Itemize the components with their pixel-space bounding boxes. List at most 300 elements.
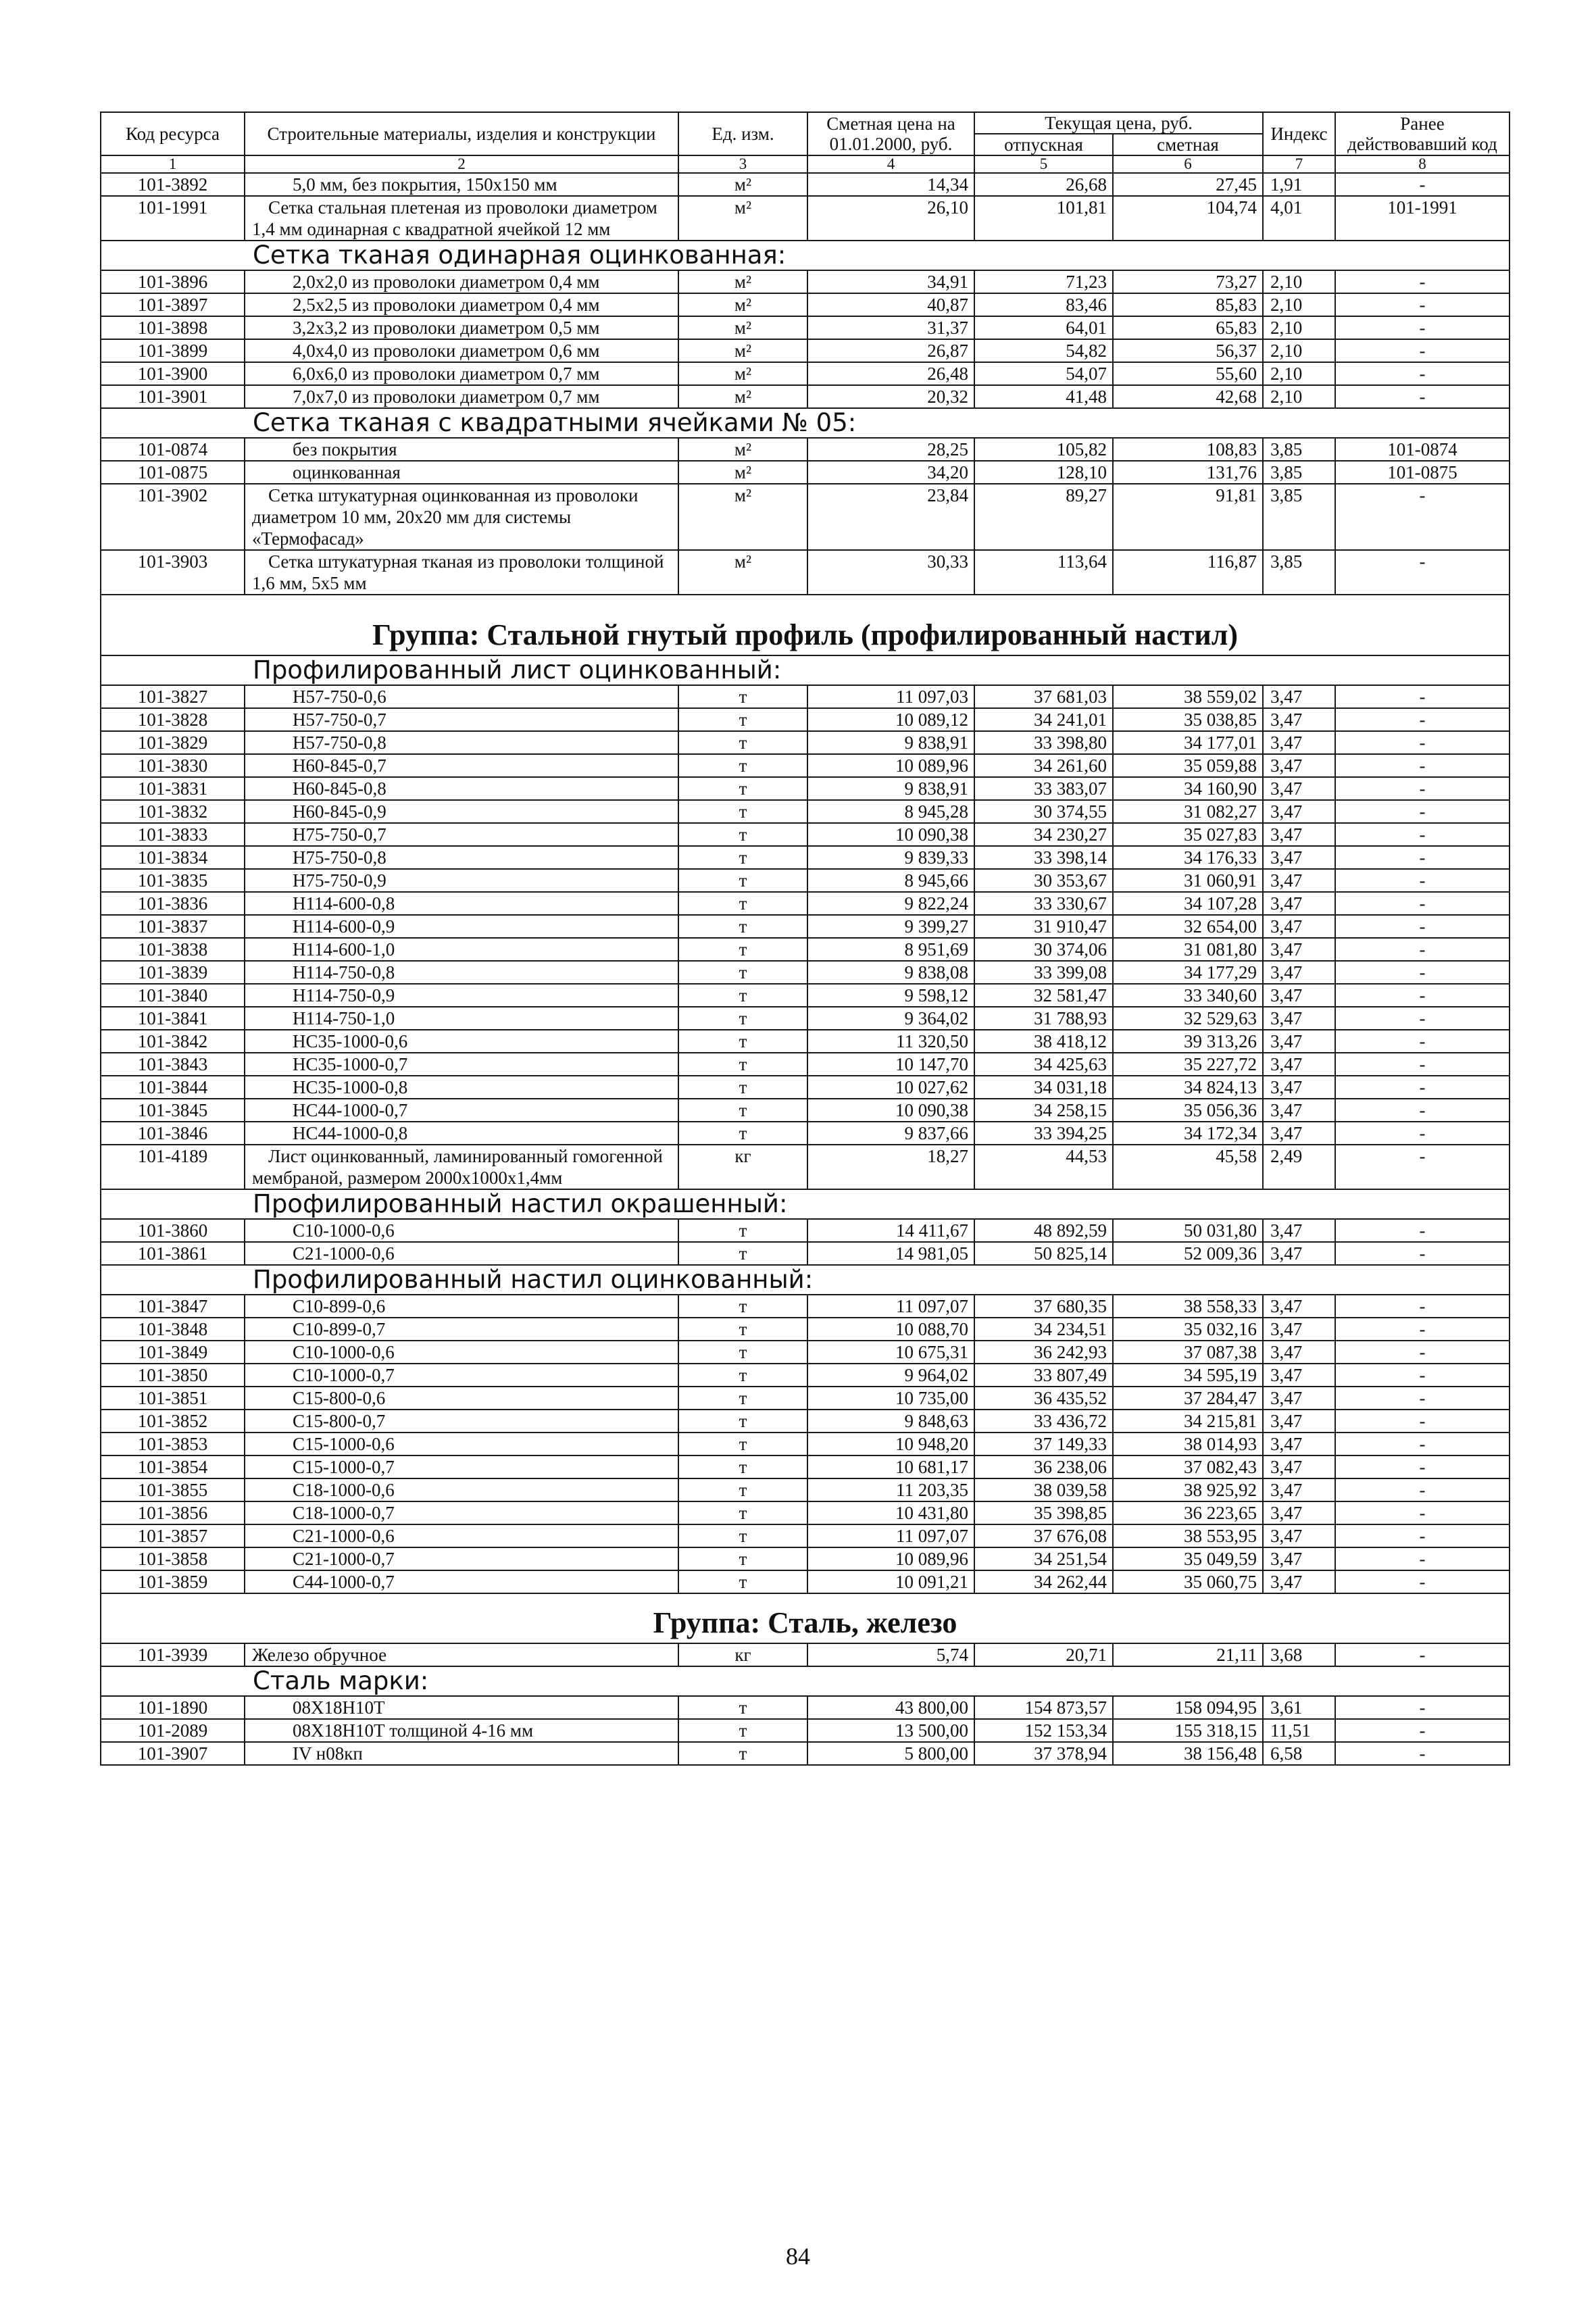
index-cell: 3,47 xyxy=(1263,1122,1335,1145)
unit-cell: т xyxy=(678,1570,807,1593)
base-price-cell: 30,33 xyxy=(807,550,974,595)
unit-cell: т xyxy=(678,1410,807,1433)
table-row xyxy=(101,846,1510,869)
previous-code-cell: - xyxy=(1335,1053,1510,1076)
col-number: 6 xyxy=(1113,155,1263,173)
previous-code-cell: - xyxy=(1335,1455,1510,1478)
subsection-title: Профилированный настил окрашенный: xyxy=(101,1189,1510,1219)
index-cell: 3,47 xyxy=(1263,1410,1335,1433)
estimate-price-cell: 131,76 xyxy=(1113,461,1263,484)
table-row xyxy=(101,270,1510,293)
index-cell: 2,10 xyxy=(1263,316,1335,339)
unit-cell: т xyxy=(678,685,807,708)
material-name: НС44-1000-0,7 xyxy=(245,1099,678,1122)
material-name: С15-800-0,6 xyxy=(245,1387,678,1410)
resource-code: 101-2089 xyxy=(101,1719,245,1742)
base-price-cell: 26,10 xyxy=(807,196,974,241)
previous-code-cell: - xyxy=(1335,1295,1510,1318)
material-name: С18-1000-0,7 xyxy=(245,1501,678,1524)
index-cell: 3,47 xyxy=(1263,731,1335,754)
material-name: Н75-750-0,7 xyxy=(245,823,678,846)
table-row xyxy=(101,984,1510,1007)
estimate-price-cell: 35 056,36 xyxy=(1113,1099,1263,1122)
sale-price-cell: 71,23 xyxy=(974,270,1113,293)
resource-code: 101-3892 xyxy=(101,173,245,196)
sale-price-cell: 89,27 xyxy=(974,484,1113,550)
sale-price-cell: 38 039,58 xyxy=(974,1478,1113,1501)
base-price-cell: 9 964,02 xyxy=(807,1364,974,1387)
sale-price-cell: 41,48 xyxy=(974,385,1113,408)
previous-code-cell: - xyxy=(1335,339,1510,362)
col-number: 4 xyxy=(807,155,974,173)
table-row xyxy=(101,915,1510,938)
index-cell: 3,47 xyxy=(1263,1387,1335,1410)
resource-code: 101-3850 xyxy=(101,1364,245,1387)
material-name: НС35-1000-0,7 xyxy=(245,1053,678,1076)
table-row xyxy=(101,484,1510,550)
previous-code-cell: - xyxy=(1335,1570,1510,1593)
unit-cell: кг xyxy=(678,1145,807,1189)
index-cell: 2,10 xyxy=(1263,293,1335,316)
material-name: 3,2х3,2 из проволоки диаметром 0,5 мм xyxy=(245,316,678,339)
group-title: Группа: Сталь, железо xyxy=(101,1593,1510,1643)
sale-price-cell: 37 676,08 xyxy=(974,1524,1113,1547)
unit-cell: м² xyxy=(678,270,807,293)
base-price-cell: 5,74 xyxy=(807,1643,974,1666)
previous-code-cell: - xyxy=(1335,362,1510,385)
estimate-price-cell: 35 227,72 xyxy=(1113,1053,1263,1076)
table-body xyxy=(101,173,1510,1765)
estimate-price-cell: 32 654,00 xyxy=(1113,915,1263,938)
sale-price-cell: 35 398,85 xyxy=(974,1501,1113,1524)
unit-cell: т xyxy=(678,984,807,1007)
base-price-cell: 10 089,96 xyxy=(807,1547,974,1570)
header-sale-price: отпускная xyxy=(974,134,1113,155)
index-cell: 3,47 xyxy=(1263,1501,1335,1524)
base-price-cell: 10 147,70 xyxy=(807,1053,974,1076)
previous-code-cell: - xyxy=(1335,1318,1510,1341)
previous-code-cell: - xyxy=(1335,938,1510,961)
base-price-cell: 9 838,91 xyxy=(807,731,974,754)
previous-code-cell: - xyxy=(1335,961,1510,984)
base-price-cell: 10 675,31 xyxy=(807,1341,974,1364)
estimate-price-cell: 65,83 xyxy=(1113,316,1263,339)
material-name: IV н08кп xyxy=(245,1742,678,1765)
table-row xyxy=(101,1318,1510,1341)
unit-cell: м² xyxy=(678,293,807,316)
previous-code-cell: - xyxy=(1335,869,1510,892)
estimate-price-cell: 35 049,59 xyxy=(1113,1547,1263,1570)
unit-cell: т xyxy=(678,1742,807,1765)
previous-code-cell: - xyxy=(1335,550,1510,595)
base-price-cell: 11 097,03 xyxy=(807,685,974,708)
index-cell: 3,85 xyxy=(1263,484,1335,550)
previous-code-cell: - xyxy=(1335,685,1510,708)
material-name: 5,0 мм, без покрытия, 150х150 мм xyxy=(245,173,678,196)
index-cell: 3,47 xyxy=(1263,1364,1335,1387)
index-cell: 3,85 xyxy=(1263,461,1335,484)
table-row xyxy=(101,892,1510,915)
index-cell: 3,47 xyxy=(1263,1524,1335,1547)
material-name: С15-800-0,7 xyxy=(245,1410,678,1433)
resource-code: 101-3833 xyxy=(101,823,245,846)
index-cell: 3,47 xyxy=(1263,1478,1335,1501)
index-cell: 3,47 xyxy=(1263,777,1335,800)
sale-price-cell: 34 262,44 xyxy=(974,1570,1113,1593)
previous-code-cell: - xyxy=(1335,1643,1510,1666)
index-cell: 3,47 xyxy=(1263,1219,1335,1242)
sale-price-cell: 128,10 xyxy=(974,461,1113,484)
estimate-price-cell: 116,87 xyxy=(1113,550,1263,595)
unit-cell: т xyxy=(678,1341,807,1364)
base-price-cell: 10 089,12 xyxy=(807,708,974,731)
base-price-cell: 34,91 xyxy=(807,270,974,293)
subsection-row xyxy=(101,1189,1510,1219)
table-row xyxy=(101,1295,1510,1318)
subsection-title: Профилированный лист оцинкованный: xyxy=(101,655,1510,685)
sale-price-cell: 105,82 xyxy=(974,438,1113,461)
table-row xyxy=(101,196,1510,241)
sale-price-cell: 36 242,93 xyxy=(974,1341,1113,1364)
unit-cell: м² xyxy=(678,316,807,339)
index-cell: 3,47 xyxy=(1263,1570,1335,1593)
resource-code: 101-3842 xyxy=(101,1030,245,1053)
estimate-price-cell: 42,68 xyxy=(1113,385,1263,408)
sale-price-cell: 33 399,08 xyxy=(974,961,1113,984)
sale-price-cell: 48 892,59 xyxy=(974,1219,1113,1242)
material-name: Лист оцинкованный, ламинированный гомогенной мембраной, размером 2000х1000х1,4мм xyxy=(245,1145,678,1189)
material-name: Н60-845-0,9 xyxy=(245,800,678,823)
sale-price-cell: 34 425,63 xyxy=(974,1053,1113,1076)
resource-code: 101-3849 xyxy=(101,1341,245,1364)
resource-code: 101-3839 xyxy=(101,961,245,984)
table-row xyxy=(101,1455,1510,1478)
index-cell: 3,47 xyxy=(1263,846,1335,869)
previous-code-cell: - xyxy=(1335,1387,1510,1410)
previous-code-cell: 101-0875 xyxy=(1335,461,1510,484)
base-price-cell: 11 320,50 xyxy=(807,1030,974,1053)
table-row xyxy=(101,731,1510,754)
unit-cell: т xyxy=(678,1219,807,1242)
sale-price-cell: 36 435,52 xyxy=(974,1387,1113,1410)
material-name: Н114-600-0,8 xyxy=(245,892,678,915)
unit-cell: т xyxy=(678,708,807,731)
table-row xyxy=(101,362,1510,385)
resource-code: 101-3834 xyxy=(101,846,245,869)
index-cell: 3,47 xyxy=(1263,938,1335,961)
resource-code: 101-3907 xyxy=(101,1742,245,1765)
sale-price-cell: 33 807,49 xyxy=(974,1364,1113,1387)
subsection-row xyxy=(101,408,1510,438)
table-row xyxy=(101,1387,1510,1410)
index-cell: 3,47 xyxy=(1263,1433,1335,1455)
resource-code: 101-3856 xyxy=(101,1501,245,1524)
material-name: НС35-1000-0,8 xyxy=(245,1076,678,1099)
sale-price-cell: 101,81 xyxy=(974,196,1113,241)
base-price-cell: 14 411,67 xyxy=(807,1219,974,1242)
price-table-document xyxy=(100,111,1509,1766)
unit-cell: т xyxy=(678,1387,807,1410)
unit-cell: т xyxy=(678,1242,807,1265)
material-name: Н75-750-0,8 xyxy=(245,846,678,869)
material-name: Железо обручное xyxy=(245,1643,678,1666)
base-price-cell: 43 800,00 xyxy=(807,1696,974,1719)
previous-code-cell: - xyxy=(1335,1007,1510,1030)
previous-code-cell: - xyxy=(1335,1501,1510,1524)
resource-code: 101-3854 xyxy=(101,1455,245,1478)
sale-price-cell: 34 251,54 xyxy=(974,1547,1113,1570)
base-price-cell: 9 838,91 xyxy=(807,777,974,800)
subsection-row xyxy=(101,655,1510,685)
resource-code: 101-3843 xyxy=(101,1053,245,1076)
sale-price-cell: 36 238,06 xyxy=(974,1455,1113,1478)
sale-price-cell: 31 788,93 xyxy=(974,1007,1113,1030)
previous-code-cell: - xyxy=(1335,892,1510,915)
previous-code-cell: 101-0874 xyxy=(1335,438,1510,461)
resource-code: 101-3860 xyxy=(101,1219,245,1242)
base-price-cell: 10 431,80 xyxy=(807,1501,974,1524)
sale-price-cell: 33 436,72 xyxy=(974,1410,1113,1433)
material-name: 2,5х2,5 из проволоки диаметром 0,4 мм xyxy=(245,293,678,316)
index-cell: 3,85 xyxy=(1263,550,1335,595)
resource-code: 101-3861 xyxy=(101,1242,245,1265)
table-row xyxy=(101,385,1510,408)
estimate-price-cell: 34 177,01 xyxy=(1113,731,1263,754)
index-cell: 3,47 xyxy=(1263,869,1335,892)
index-cell: 3,47 xyxy=(1263,1547,1335,1570)
estimate-price-cell: 38 553,95 xyxy=(1113,1524,1263,1547)
sale-price-cell: 34 241,01 xyxy=(974,708,1113,731)
table-row xyxy=(101,1099,1510,1122)
previous-code-cell: - xyxy=(1335,270,1510,293)
price-table xyxy=(100,111,1510,1766)
base-price-cell: 10 090,38 xyxy=(807,823,974,846)
table-row xyxy=(101,1122,1510,1145)
resource-code: 101-4189 xyxy=(101,1145,245,1189)
index-cell: 3,47 xyxy=(1263,800,1335,823)
unit-cell: т xyxy=(678,1547,807,1570)
table-row xyxy=(101,316,1510,339)
table-row xyxy=(101,708,1510,731)
estimate-price-cell: 38 558,33 xyxy=(1113,1295,1263,1318)
unit-cell: м² xyxy=(678,385,807,408)
estimate-price-cell: 37 284,47 xyxy=(1113,1387,1263,1410)
resource-code: 101-3903 xyxy=(101,550,245,595)
previous-code-cell: - xyxy=(1335,1145,1510,1189)
unit-cell: т xyxy=(678,731,807,754)
base-price-cell: 23,84 xyxy=(807,484,974,550)
previous-code-cell: - xyxy=(1335,1524,1510,1547)
column-number-row xyxy=(101,155,1510,173)
table-row xyxy=(101,938,1510,961)
resource-code: 101-3844 xyxy=(101,1076,245,1099)
index-cell: 3,47 xyxy=(1263,1007,1335,1030)
sale-price-cell: 54,07 xyxy=(974,362,1113,385)
table-row xyxy=(101,173,1510,196)
unit-cell: т xyxy=(678,1099,807,1122)
table-row xyxy=(101,869,1510,892)
material-name: 4,0х4,0 из проволоки диаметром 0,6 мм xyxy=(245,339,678,362)
resource-code: 101-3845 xyxy=(101,1099,245,1122)
base-price-cell: 10 681,17 xyxy=(807,1455,974,1478)
base-price-cell: 9 822,24 xyxy=(807,892,974,915)
header-unit: Ед. изм. xyxy=(678,112,807,155)
index-cell: 3,47 xyxy=(1263,823,1335,846)
unit-cell: т xyxy=(678,869,807,892)
table-row xyxy=(101,1410,1510,1433)
material-name: Н57-750-0,6 xyxy=(245,685,678,708)
sale-price-cell: 37 680,35 xyxy=(974,1295,1113,1318)
estimate-price-cell: 155 318,15 xyxy=(1113,1719,1263,1742)
col-number: 3 xyxy=(678,155,807,173)
resource-code: 101-3840 xyxy=(101,984,245,1007)
subsection-title: Сетка тканая одинарная оцинкованная: xyxy=(101,241,1510,270)
index-cell: 2,10 xyxy=(1263,385,1335,408)
material-name: оцинкованная xyxy=(245,461,678,484)
index-cell: 2,10 xyxy=(1263,362,1335,385)
material-name: Н114-750-1,0 xyxy=(245,1007,678,1030)
unit-cell: т xyxy=(678,754,807,777)
resource-code: 101-3829 xyxy=(101,731,245,754)
col-number: 5 xyxy=(974,155,1113,173)
resource-code: 101-3853 xyxy=(101,1433,245,1455)
material-name: Сетка стальная плетеная из проволоки диаметром 1,4 мм одинарная с квадратной ячейкой 12 мм xyxy=(245,196,678,241)
material-name: Н114-750-0,9 xyxy=(245,984,678,1007)
base-price-cell: 10 090,38 xyxy=(807,1099,974,1122)
unit-cell: т xyxy=(678,961,807,984)
base-price-cell: 31,37 xyxy=(807,316,974,339)
previous-code-cell: - xyxy=(1335,1547,1510,1570)
table-row xyxy=(101,1547,1510,1570)
base-price-cell: 9 364,02 xyxy=(807,1007,974,1030)
table-row xyxy=(101,1643,1510,1666)
previous-code-cell: - xyxy=(1335,800,1510,823)
col-number: 7 xyxy=(1263,155,1335,173)
estimate-price-cell: 38 925,92 xyxy=(1113,1478,1263,1501)
table-row xyxy=(101,1524,1510,1547)
table-row xyxy=(101,1742,1510,1765)
table-row xyxy=(101,685,1510,708)
index-cell: 4,01 xyxy=(1263,196,1335,241)
sale-price-cell: 33 398,80 xyxy=(974,731,1113,754)
index-cell: 3,47 xyxy=(1263,1455,1335,1478)
material-name: 7,0х7,0 из проволоки диаметром 0,7 мм xyxy=(245,385,678,408)
previous-code-cell: - xyxy=(1335,708,1510,731)
resource-code: 101-3939 xyxy=(101,1643,245,1666)
table-row xyxy=(101,293,1510,316)
table-row xyxy=(101,1433,1510,1455)
index-cell: 3,47 xyxy=(1263,984,1335,1007)
sale-price-cell: 37 378,94 xyxy=(974,1742,1113,1765)
index-cell: 3,85 xyxy=(1263,438,1335,461)
sale-price-cell: 33 383,07 xyxy=(974,777,1113,800)
subsection-title: Сталь марки: xyxy=(101,1666,1510,1696)
resource-code: 101-0874 xyxy=(101,438,245,461)
material-name: 08Х18Н10Т xyxy=(245,1696,678,1719)
sale-price-cell: 33 330,67 xyxy=(974,892,1113,915)
previous-code-cell: - xyxy=(1335,1099,1510,1122)
table-row xyxy=(101,1364,1510,1387)
unit-cell: м² xyxy=(678,173,807,196)
base-price-cell: 34,20 xyxy=(807,461,974,484)
unit-cell: т xyxy=(678,1478,807,1501)
base-price-cell: 10 948,20 xyxy=(807,1433,974,1455)
material-name: С10-1000-0,6 xyxy=(245,1219,678,1242)
table-row xyxy=(101,1341,1510,1364)
material-name: 6,0х6,0 из проволоки диаметром 0,7 мм xyxy=(245,362,678,385)
base-price-cell: 11 203,35 xyxy=(807,1478,974,1501)
sale-price-cell: 34 031,18 xyxy=(974,1076,1113,1099)
estimate-price-cell: 33 340,60 xyxy=(1113,984,1263,1007)
sale-price-cell: 26,68 xyxy=(974,173,1113,196)
index-cell: 3,47 xyxy=(1263,1318,1335,1341)
base-price-cell: 18,27 xyxy=(807,1145,974,1189)
subsection-title: Сетка тканая с квадратными ячейками № 05: xyxy=(101,408,1510,438)
header-prev-code: Ранее действовавший код xyxy=(1335,112,1510,155)
unit-cell: т xyxy=(678,1455,807,1478)
sale-price-cell: 38 418,12 xyxy=(974,1030,1113,1053)
base-price-cell: 8 945,28 xyxy=(807,800,974,823)
index-cell: 3,47 xyxy=(1263,685,1335,708)
material-name: С15-1000-0,7 xyxy=(245,1455,678,1478)
estimate-price-cell: 34 824,13 xyxy=(1113,1076,1263,1099)
material-name: Сетка штукатурная тканая из проволоки толщиной 1,6 мм, 5х5 мм xyxy=(245,550,678,595)
unit-cell: т xyxy=(678,1719,807,1742)
estimate-price-cell: 34 177,29 xyxy=(1113,961,1263,984)
header-estimate-price: сметная xyxy=(1113,134,1263,155)
index-cell: 3,47 xyxy=(1263,1053,1335,1076)
col-number: 2 xyxy=(245,155,678,173)
material-name: Н114-600-1,0 xyxy=(245,938,678,961)
previous-code-cell: - xyxy=(1335,1219,1510,1242)
estimate-price-cell: 35 038,85 xyxy=(1113,708,1263,731)
unit-cell: т xyxy=(678,1030,807,1053)
estimate-price-cell: 55,60 xyxy=(1113,362,1263,385)
estimate-price-cell: 31 060,91 xyxy=(1113,869,1263,892)
table-row xyxy=(101,961,1510,984)
unit-cell: т xyxy=(678,1053,807,1076)
estimate-price-cell: 34 172,34 xyxy=(1113,1122,1263,1145)
estimate-price-cell: 32 529,63 xyxy=(1113,1007,1263,1030)
unit-cell: т xyxy=(678,1364,807,1387)
resource-code: 101-3836 xyxy=(101,892,245,915)
sale-price-cell: 83,46 xyxy=(974,293,1113,316)
unit-cell: т xyxy=(678,1007,807,1030)
base-price-cell: 28,25 xyxy=(807,438,974,461)
table-row xyxy=(101,1570,1510,1593)
base-price-cell: 9 838,08 xyxy=(807,961,974,984)
previous-code-cell: - xyxy=(1335,1341,1510,1364)
material-name: С18-1000-0,6 xyxy=(245,1478,678,1501)
material-name: С21-1000-0,6 xyxy=(245,1242,678,1265)
resource-code: 101-3831 xyxy=(101,777,245,800)
base-price-cell: 8 945,66 xyxy=(807,869,974,892)
sale-price-cell: 37 149,33 xyxy=(974,1433,1113,1455)
base-price-cell: 13 500,00 xyxy=(807,1719,974,1742)
previous-code-cell: - xyxy=(1335,846,1510,869)
index-cell: 3,47 xyxy=(1263,1341,1335,1364)
sale-price-cell: 30 374,06 xyxy=(974,938,1113,961)
estimate-price-cell: 56,37 xyxy=(1113,339,1263,362)
header-base-price: Сметная цена на 01.01.2000, руб. xyxy=(807,112,974,155)
estimate-price-cell: 38 156,48 xyxy=(1113,1742,1263,1765)
resource-code: 101-3846 xyxy=(101,1122,245,1145)
unit-cell: т xyxy=(678,777,807,800)
header-current-price: Текущая цена, руб. xyxy=(974,112,1263,134)
previous-code-cell: - xyxy=(1335,984,1510,1007)
unit-cell: м² xyxy=(678,484,807,550)
index-cell: 3,47 xyxy=(1263,961,1335,984)
